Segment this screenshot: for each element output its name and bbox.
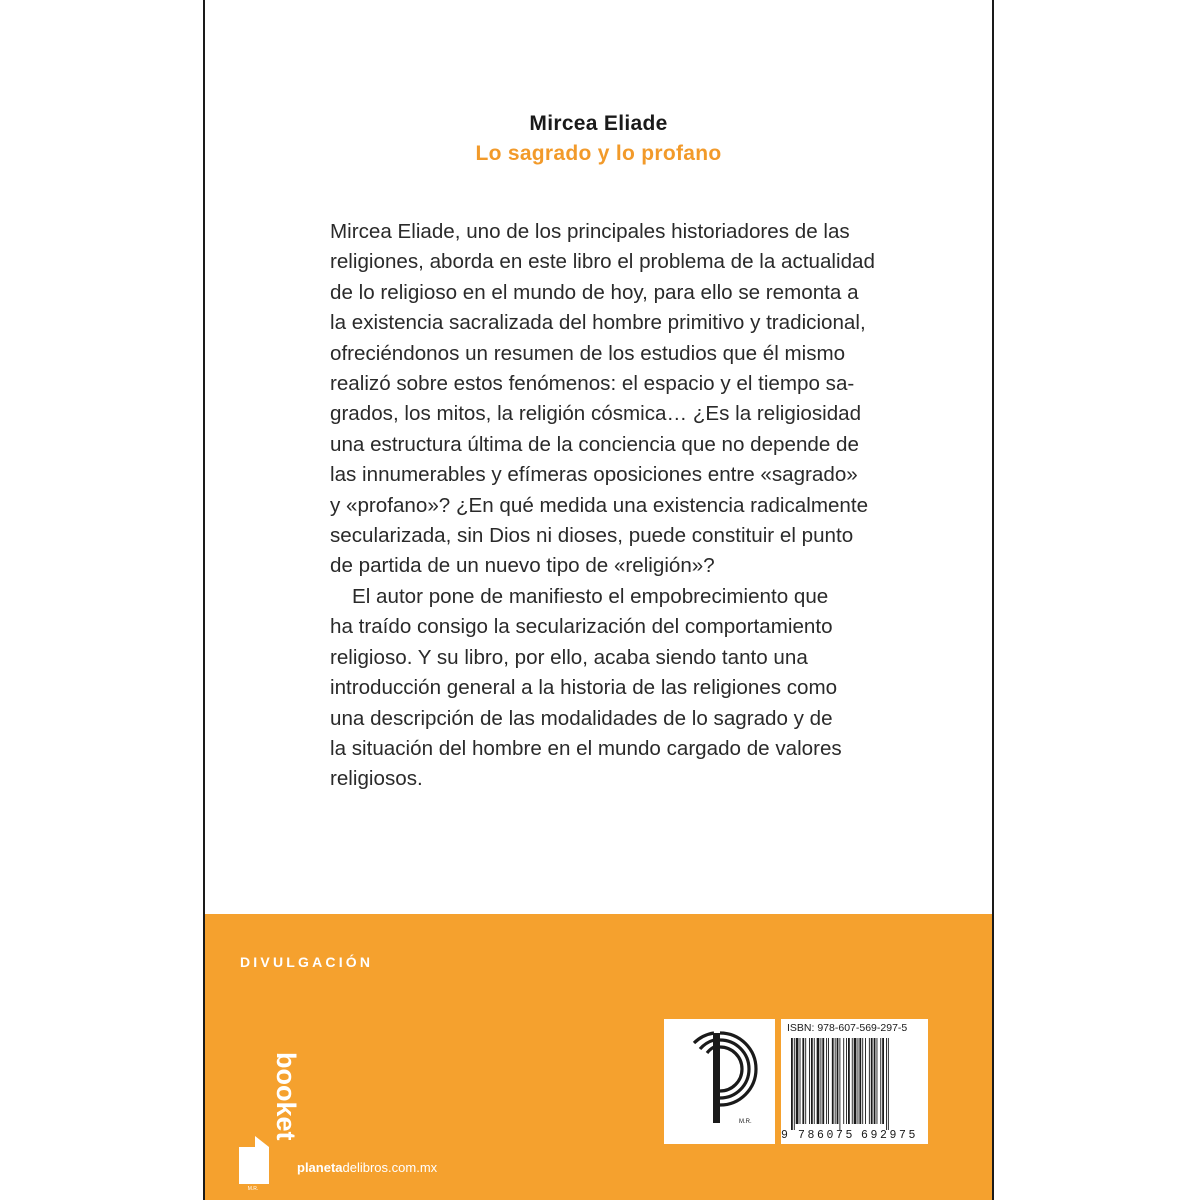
- barcode-bar: [880, 1038, 881, 1124]
- book-back-cover: [203, 0, 994, 1200]
- synopsis-line: de lo religioso en el mundo de hoy, para ello se remonta a: [330, 280, 859, 304]
- barcode-bar: [800, 1038, 801, 1124]
- website-url: [297, 1160, 437, 1175]
- barcode-icon: [787, 1038, 922, 1130]
- genre-label: DIVULGACIÓN: [240, 954, 374, 970]
- barcode-bar: [852, 1038, 853, 1124]
- barcode-bar: [877, 1038, 878, 1124]
- barcode-bar: [874, 1038, 876, 1124]
- barcode-bar: [882, 1038, 884, 1124]
- barcode-bar: [871, 1038, 873, 1124]
- barcode-bar: [828, 1038, 829, 1124]
- barcode-bar: [858, 1038, 859, 1124]
- svg-text:booket: booket: [271, 1052, 301, 1141]
- synopsis-line: religiones, aborda en este libro el problema de la actualidad: [330, 250, 875, 274]
- barcode-bar: [865, 1038, 866, 1124]
- barcode-bar: [811, 1038, 813, 1124]
- synopsis-line: las innumerables y efímeras oposiciones entre «sagrado»: [330, 463, 858, 487]
- barcode-bar: [839, 1038, 840, 1130]
- barcode-bar: [826, 1038, 827, 1124]
- isbn-text: ISBN: 978-607-569-297-5: [787, 1022, 908, 1034]
- barcode-bar: [835, 1038, 836, 1124]
- isbn-barcode: [781, 1019, 928, 1144]
- barcode-bar: [843, 1038, 844, 1124]
- barcode-bar: [822, 1038, 824, 1124]
- synopsis-line: realizó sobre estos fenómenos: el espacio y el tiempo sa-: [330, 372, 855, 396]
- barcode-bar: [820, 1038, 821, 1124]
- barcode-bar: [859, 1038, 861, 1124]
- synopsis-line: una descripción de las modalidades de lo sagrado y de: [330, 706, 833, 730]
- booket-logo-icon: [225, 1050, 301, 1192]
- synopsis-line: la situación del hombre en el mundo cargado de valores: [330, 736, 842, 760]
- barcode-digit-group: 786075: [798, 1129, 856, 1142]
- synopsis-line: introducción general a la historia de las religiones como: [330, 676, 838, 700]
- barcode-bar: [862, 1038, 863, 1124]
- synopsis-line: una estructura última de la conciencia que no depende de: [330, 432, 859, 456]
- barcode-bar: [832, 1038, 834, 1124]
- orange-footer-band: [205, 914, 992, 1200]
- barcode-bar: [791, 1038, 793, 1130]
- url-part: planeta: [297, 1160, 343, 1175]
- synopsis-line: grados, los mitos, la religión cósmica… ¿Es la religiosidad: [330, 402, 862, 426]
- barcode-bar: [854, 1038, 857, 1124]
- barcode-bar: [796, 1038, 799, 1124]
- url-part: delibros: [342, 1160, 389, 1175]
- synopsis-line: Mircea Eliade, uno de los principales historiadores de las: [330, 220, 850, 243]
- barcode-bar: [817, 1038, 820, 1124]
- barcode-bar: [794, 1038, 795, 1130]
- synopsis-line: ofreciéndonos un resumen de los estudios que él mismo: [330, 341, 846, 365]
- author-name: Mircea Eliade: [529, 112, 668, 135]
- barcode-bar: [886, 1038, 887, 1130]
- barcode-bar: [837, 1038, 839, 1124]
- barcode-digit-group: 9: [781, 1129, 788, 1142]
- barcode-bar: [814, 1038, 815, 1124]
- barcode-bar: [809, 1038, 810, 1124]
- synopsis-line: ha traído consigo la secularización del comportamiento: [330, 615, 833, 639]
- synopsis-line: religiosos.: [330, 767, 423, 791]
- book-title: Lo sagrado y lo profano: [475, 142, 722, 165]
- barcode-bar: [848, 1038, 850, 1124]
- barcode-bar: [805, 1038, 806, 1124]
- publisher-emblem-icon: [664, 1019, 775, 1144]
- barcode-bar: [802, 1038, 804, 1124]
- synopsis-line: religioso. Y su libro, por ello, acaba siendo tanto una: [330, 645, 808, 669]
- synopsis-line: la existencia sacralizada del hombre primitivo y tradicional,: [330, 311, 866, 335]
- synopsis-line: secularizada, sin Dios ni dioses, puede constituir el punto: [330, 524, 854, 548]
- synopsis-line: de partida de un nuevo tipo de «religión»?: [330, 554, 715, 578]
- publisher-logo: [664, 1019, 775, 1144]
- barcode-bar: [869, 1038, 870, 1124]
- synopsis-line: y «profano»? ¿En qué medida una existencia radicalmente: [330, 493, 869, 517]
- synopsis: [330, 217, 877, 795]
- url-part: .com.mx: [388, 1160, 438, 1175]
- svg-text:M.R.: M.R.: [739, 1119, 752, 1125]
- barcode-bar: [846, 1038, 847, 1124]
- barcode-bar: [888, 1038, 889, 1130]
- synopsis-line: El autor pone de manifiesto el empobrecimiento que: [352, 584, 829, 608]
- svg-text:M.R.: M.R.: [247, 1186, 259, 1192]
- barcode-digit-group: 692975: [861, 1129, 919, 1142]
